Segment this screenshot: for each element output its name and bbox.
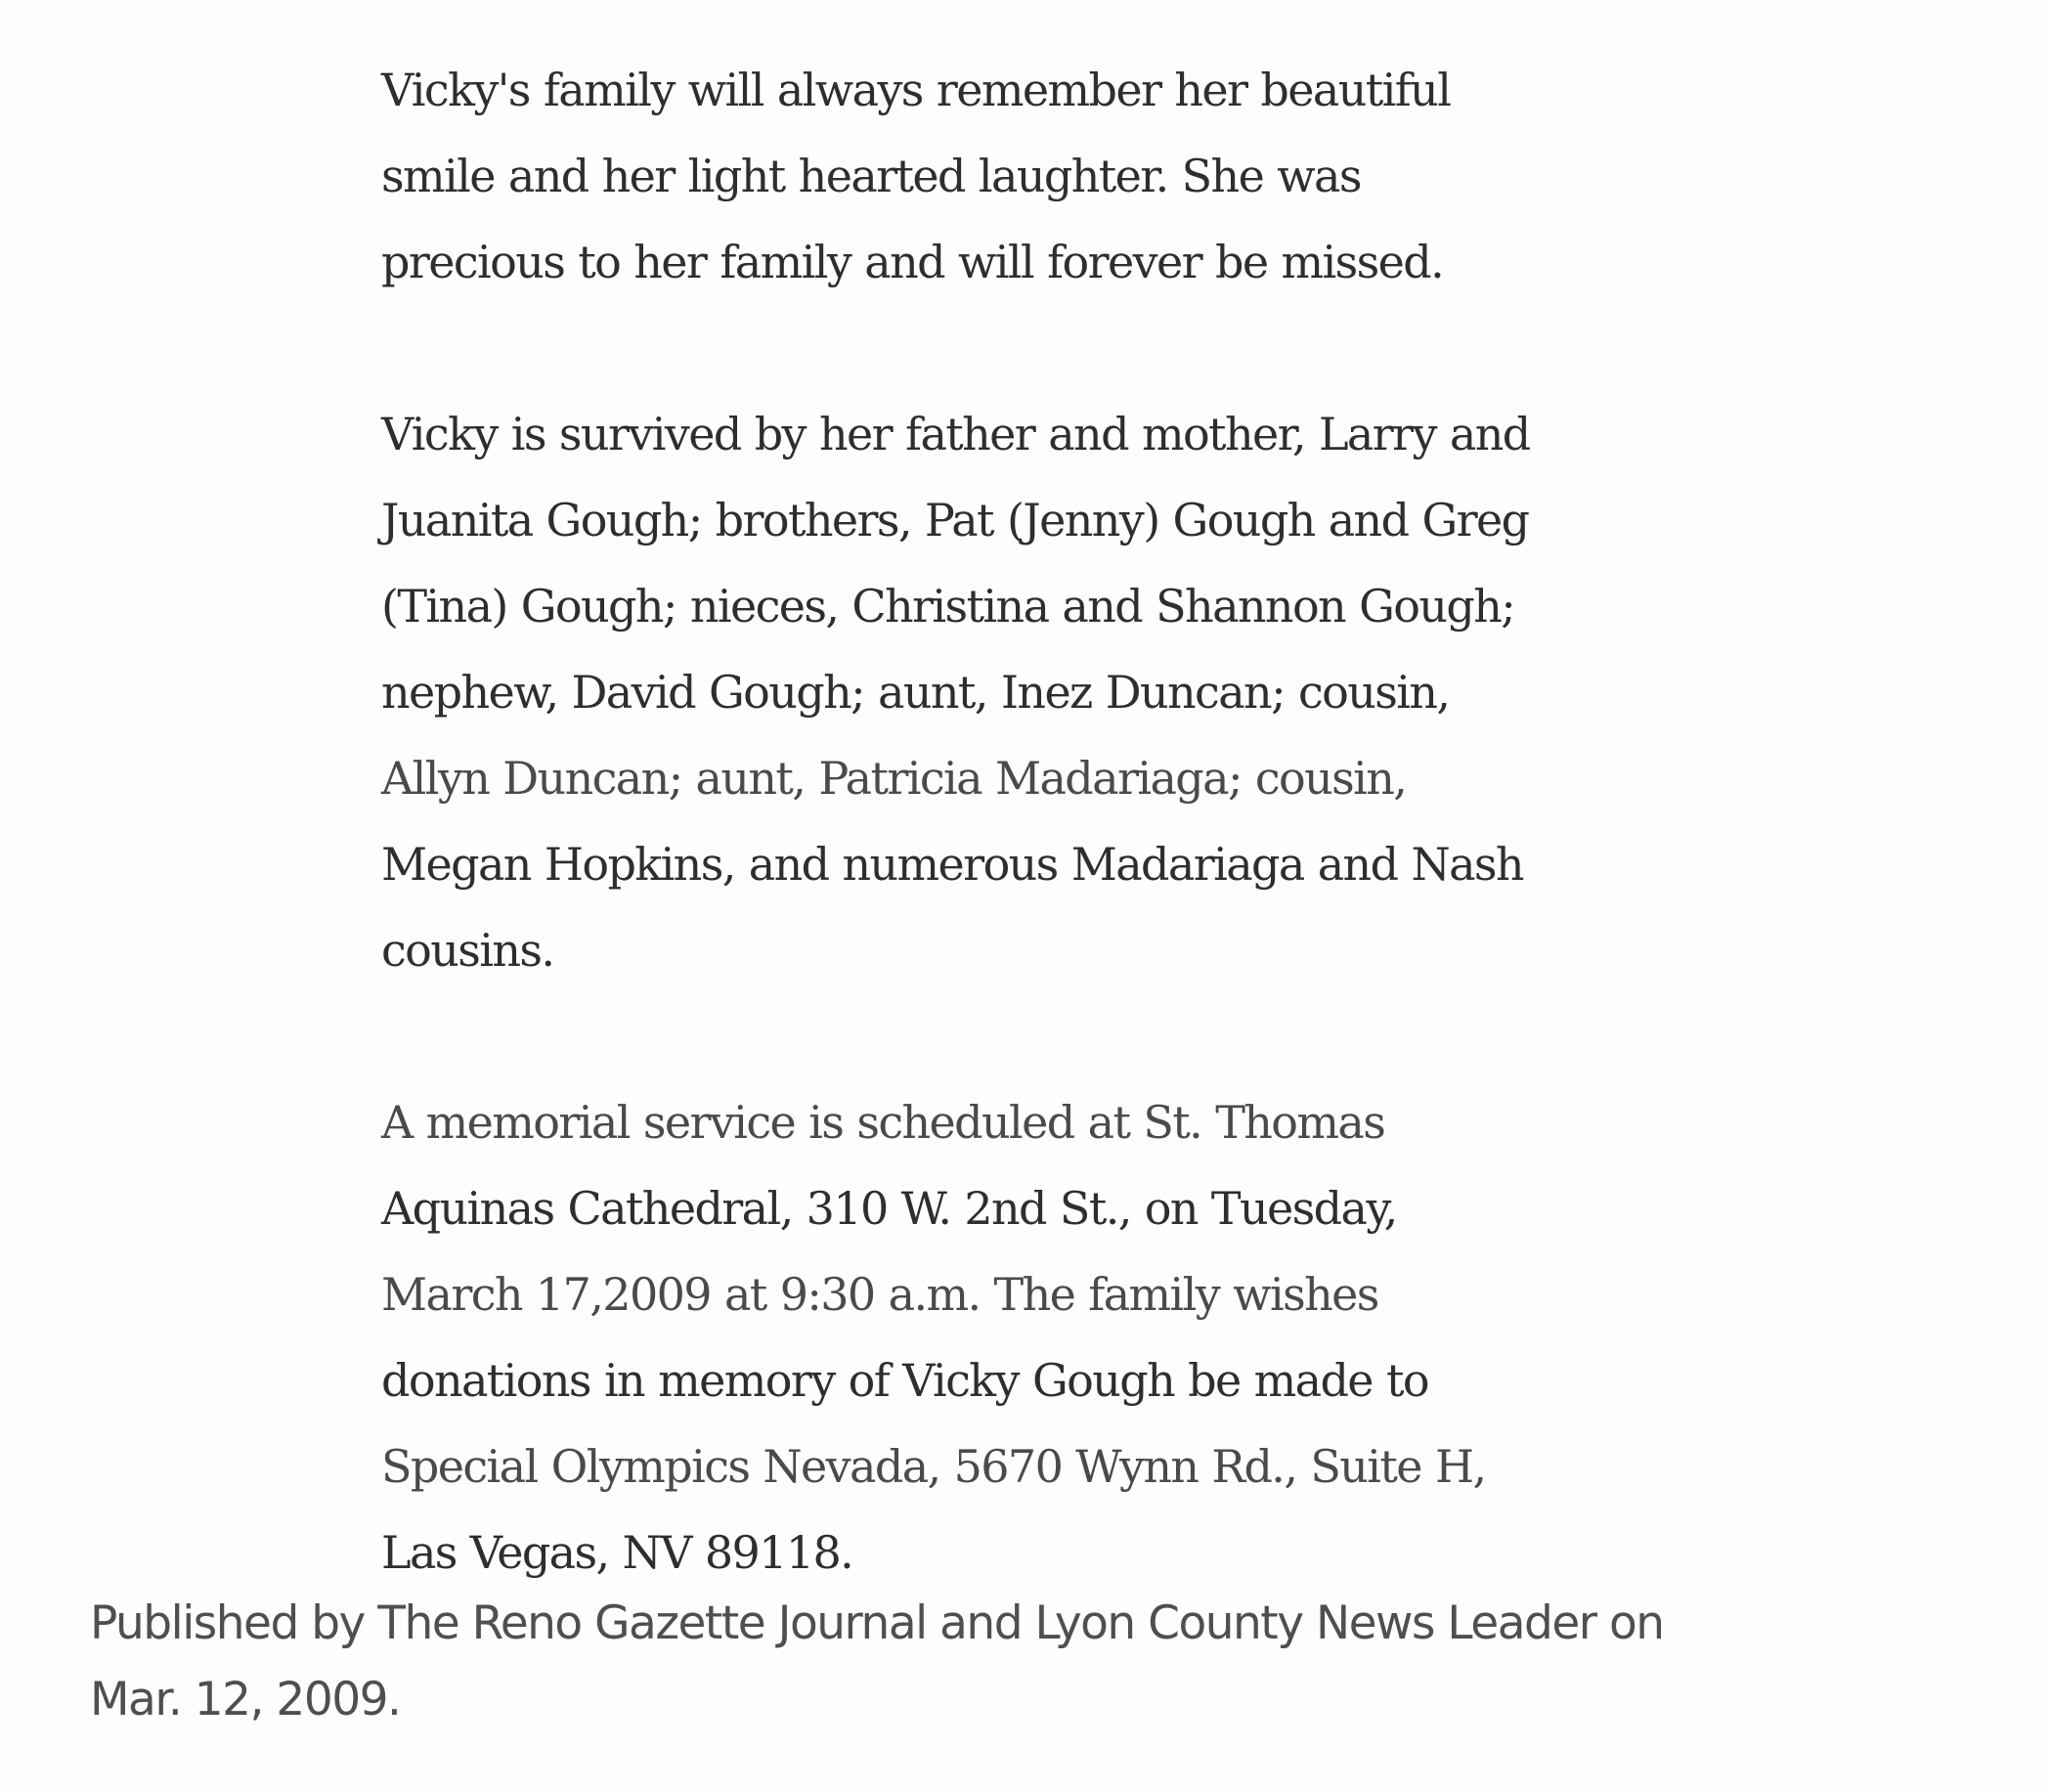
text-line: smile and her light hearted laughter. She was (381, 150, 1361, 202)
paragraph-survivors (381, 391, 1750, 993)
obituary-body (381, 47, 1750, 1595)
text-line: precious to her family and will forever be missed. (381, 236, 1444, 288)
paragraph-memorial-service (381, 1079, 1750, 1595)
text-line: March 17,2009 at 9:30 a.m. The family wishes (381, 1268, 1378, 1321)
text-line: Megan Hopkins, and numerous Madariaga and Nash (381, 838, 1523, 891)
text-line: donations in memory of Vicky Gough be made to (381, 1354, 1428, 1407)
text-line: Allyn Duncan; aunt, Patricia Madariaga; cousin, (381, 752, 1407, 805)
text-line: Vicky is survived by her father and mother, Larry and (381, 408, 1530, 460)
text-line: Special Olympics Nevada, 5670 Wynn Rd., Suite H, (381, 1440, 1486, 1493)
publication-footer (90, 1586, 2026, 1738)
publication-note: Published by The Reno Gazette Journal and Lyon County News Leader on (90, 1596, 1664, 1650)
text-line: (Tina) Gough; nieces, Christina and Shannon Gough; (381, 580, 1515, 633)
text-line: Aquinas Cathedral, 310 W. 2nd St., on Tuesday, (381, 1182, 1397, 1235)
text-line: Las Vegas, NV 89118. (381, 1526, 853, 1579)
text-line: cousins. (381, 924, 554, 977)
text-line: nephew, David Gough; aunt, Inez Duncan; cousin, (381, 666, 1450, 719)
paragraph-remembrance (381, 47, 1750, 305)
text-line: A memorial service is scheduled at St. Thomas (381, 1096, 1385, 1149)
text-line: Vicky's family will always remember her beautiful (381, 64, 1451, 116)
text-line: Juanita Gough; brothers, Pat (Jenny) Gough and Greg (381, 494, 1529, 546)
publication-date: Mar. 12, 2009. (90, 1673, 401, 1726)
